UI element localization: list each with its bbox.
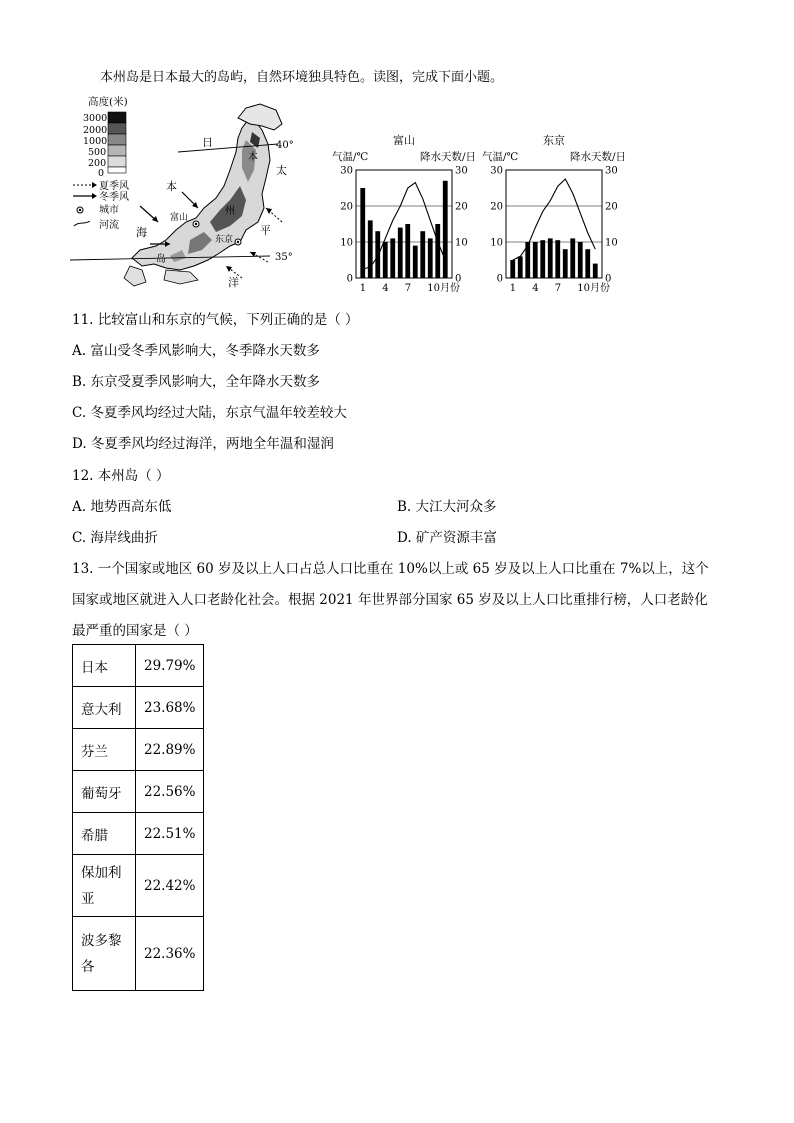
ylabel-left: 气温/℃ <box>332 151 369 163</box>
y-tick-left: 30 <box>340 165 353 177</box>
ocean-label-ping: 平 <box>260 224 271 237</box>
precip-bar <box>563 249 568 278</box>
q12-option-c[interactable]: C. 海岸线曲折 <box>72 530 158 546</box>
lat-35-label: 35° <box>275 252 293 263</box>
sea-label-ben: 本 <box>166 180 177 193</box>
precip-bar <box>585 249 590 278</box>
y-tick-left: 20 <box>340 201 353 213</box>
legend-swatch-1000 <box>108 134 126 145</box>
legend-winter-wind: 冬季风 <box>99 192 129 203</box>
x-tick-label: 10月份 <box>577 283 610 294</box>
q12-option-a[interactable]: A. 地势西高东低 <box>72 499 172 515</box>
x-tick-label: 4 <box>532 283 539 294</box>
ylabel-right: 降水天数/日 <box>419 151 476 163</box>
value-cell: 22.42% <box>136 855 204 917</box>
y-tick-right: 30 <box>455 165 468 177</box>
table-row <box>73 855 204 917</box>
x-tick-label: 10月份 <box>427 283 460 294</box>
legend-swatch-200 <box>108 156 126 167</box>
elev-label-1: 2000 <box>83 125 108 136</box>
country-cell: 芬兰 <box>73 729 136 771</box>
q11-stem: 11. 比较富山和东京的气候，下列正确的是（ ） <box>72 312 359 328</box>
legend-summer-wind: 夏季风 <box>99 181 129 192</box>
y-tick-left: 0 <box>346 273 353 285</box>
table-row <box>73 687 204 729</box>
precip-bar <box>593 264 598 278</box>
y-tick-left: 20 <box>490 201 503 213</box>
y-tick-right: 20 <box>455 201 468 213</box>
winter-wind-arrow-icon <box>92 193 97 199</box>
value-cell: 23.68% <box>136 687 204 729</box>
legend-swatch-3000 <box>108 112 126 123</box>
plot-area <box>490 166 617 295</box>
climate-chart-toyama <box>330 130 478 298</box>
precip-bar <box>360 188 365 278</box>
ylabel-left: 气温/℃ <box>482 151 519 163</box>
legend-river: 河流 <box>99 220 119 231</box>
legend-title: 高度(米) <box>88 96 128 108</box>
value-cell: 29.79% <box>136 645 204 687</box>
x-tick-label: 1 <box>509 283 517 294</box>
country-cell: 保加利亚 <box>73 855 136 917</box>
plot-area <box>340 166 467 295</box>
y-tick-left: 0 <box>496 273 503 285</box>
value-cell: 22.89% <box>136 729 204 771</box>
x-tick-label: 1 <box>359 283 367 294</box>
q13-line1: 13. 一个国家或地区 60 岁及以上人口占总人口比重在 10%以上或 65 岁及以上人口比重在 7%以上，这个 <box>72 561 709 577</box>
chart-title: 东京 <box>543 134 565 147</box>
precip-bar <box>405 224 410 278</box>
y-tick-right: 10 <box>455 237 468 249</box>
precip-bar <box>428 238 433 278</box>
country-cell: 葡萄牙 <box>73 771 136 813</box>
city-tokyo-label: 东京 <box>215 235 234 245</box>
precip-bar <box>398 228 403 278</box>
q13-line3: 最严重的国家是（ ） <box>72 623 198 639</box>
q11-option-d[interactable]: D. 冬夏季风均经过海洋，两地全年温和湿润 <box>72 436 334 452</box>
precip-bar <box>518 256 523 278</box>
q11-option-b[interactable]: B. 东京受夏季风影响大，全年降水天数多 <box>72 374 321 390</box>
q13-line2: 国家或地区就进入人口老龄化社会。根据 2021 年世界部分国家 65 岁及以上人口比重排行榜，人口老龄化 <box>72 592 708 608</box>
ylabel-right: 降水天数/日 <box>569 151 626 163</box>
y-tick-left: 10 <box>340 237 353 249</box>
elev-label-3: 500 <box>88 147 107 158</box>
precip-bar <box>375 231 380 278</box>
precip-bar <box>368 220 373 278</box>
chart-title: 富山 <box>393 134 415 147</box>
precip-bar <box>443 181 448 278</box>
value-cell: 22.56% <box>136 771 204 813</box>
table-row <box>73 917 204 991</box>
ocean-label-yang: 洋 <box>228 276 239 289</box>
precip-bar <box>420 231 425 278</box>
country-cell: 希腊 <box>73 813 136 855</box>
y-tick-right: 20 <box>605 201 618 213</box>
legend-swatch-500 <box>108 145 126 156</box>
temperature-line <box>513 179 596 260</box>
temperature-line <box>363 183 446 269</box>
value-cell: 22.36% <box>136 917 204 991</box>
y-tick-right: 30 <box>605 165 618 177</box>
precip-bar <box>383 242 388 278</box>
table-row <box>73 813 204 855</box>
precip-bar <box>578 242 583 278</box>
precip-bar <box>533 242 538 278</box>
country-cell: 日本 <box>73 645 136 687</box>
value-cell: 22.51% <box>136 813 204 855</box>
precip-bar <box>540 240 545 278</box>
legend-city: 城市 <box>99 205 119 216</box>
sea-label-ri: 日 <box>202 136 213 149</box>
y-tick-right: 0 <box>605 273 612 285</box>
climate-chart-tokyo <box>480 130 628 298</box>
table-row <box>73 645 204 687</box>
country-cell: 意大利 <box>73 687 136 729</box>
kyushu-outline <box>124 266 146 286</box>
elev-label-4: 200 <box>88 158 107 169</box>
q12-option-b[interactable]: B. 大江大河众多 <box>397 499 497 515</box>
river-symbol-icon <box>74 221 90 226</box>
legend-swatch-2000 <box>108 123 126 134</box>
city-toyama-label: 富山 <box>170 213 189 223</box>
table-row <box>73 729 204 771</box>
intro-text: 本州岛是日本最大的岛屿，自然环境独具特色。读图，完成下面小题。 <box>100 70 504 85</box>
ocean-label-tai: 太 <box>276 164 287 177</box>
table-row <box>73 771 204 813</box>
island-label-zhou: 州 <box>225 206 235 217</box>
shikoku-outline <box>164 270 198 284</box>
japan-map <box>70 90 305 290</box>
y-tick-left: 10 <box>490 237 503 249</box>
precip-bar <box>413 246 418 278</box>
island-label-dao: 岛 <box>156 254 166 265</box>
precip-bar <box>570 238 575 278</box>
precip-bar <box>435 224 440 278</box>
precip-bar <box>510 260 515 278</box>
elev-label-0: 3000 <box>83 113 108 124</box>
aging-ranking-table <box>72 644 204 991</box>
x-tick-label: 7 <box>554 283 562 294</box>
precip-bar <box>390 238 395 278</box>
precip-bar <box>555 240 560 278</box>
q11-option-c[interactable]: C. 冬夏季风均经过大陆，东京气温年较差较大 <box>72 405 347 421</box>
q11-option-a[interactable]: A. 富山受冬季风影响大，冬季降水天数多 <box>72 343 320 359</box>
elev-label-5: 0 <box>98 168 105 179</box>
y-tick-right: 0 <box>455 273 462 285</box>
precip-bar <box>548 238 553 278</box>
q12-stem: 12. 本州岛（ ） <box>72 468 170 484</box>
legend-swatch-0 <box>108 167 126 173</box>
x-tick-label: 7 <box>404 283 412 294</box>
q12-option-d[interactable]: D. 矿产资源丰富 <box>397 530 497 546</box>
summer-wind-arrow-icon <box>92 182 97 188</box>
x-tick-label: 4 <box>382 283 389 294</box>
sea-label-hai: 海 <box>136 226 147 239</box>
island-label-ben: 本 <box>248 152 258 163</box>
country-cell: 波多黎各 <box>73 917 136 991</box>
elev-label-2: 1000 <box>83 136 108 147</box>
lat-40-label: 40° <box>276 140 294 151</box>
y-tick-left: 30 <box>490 165 503 177</box>
y-tick-right: 10 <box>605 237 618 249</box>
